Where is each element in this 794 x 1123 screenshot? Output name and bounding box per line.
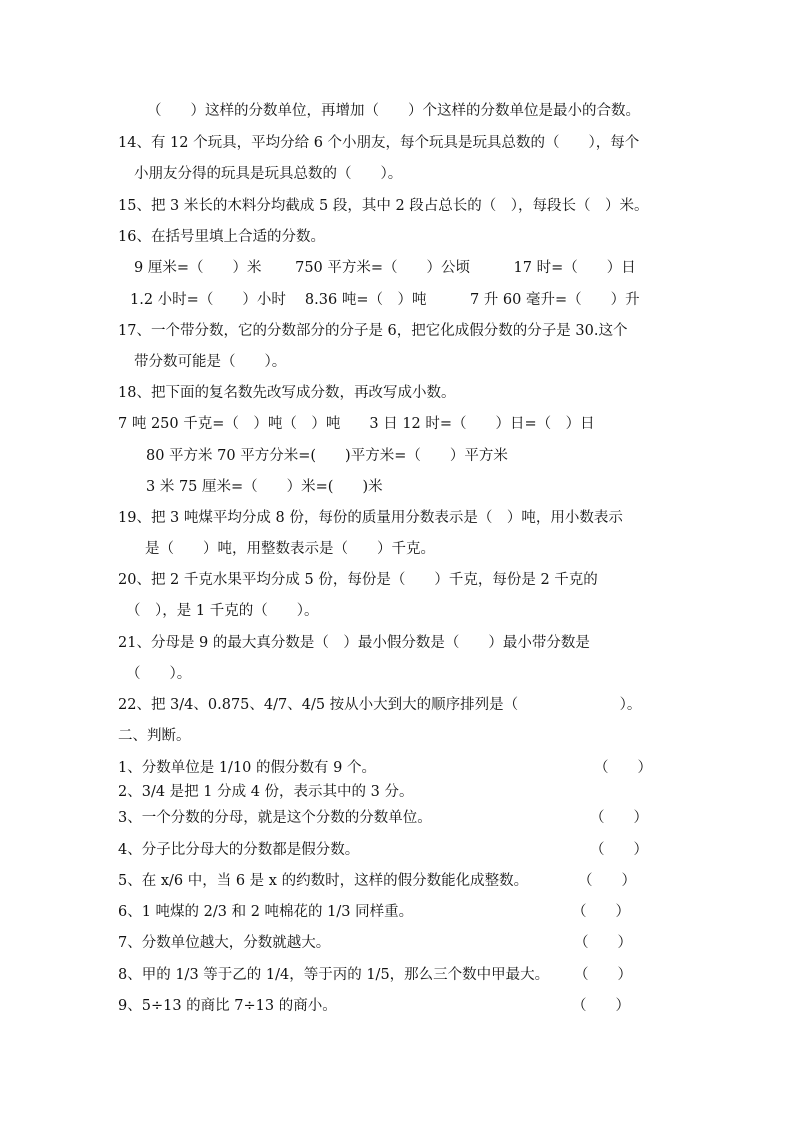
question-15: 15、把 3 米长的木料分均截成 5 段，其中 2 段占总长的（ ），每段长（ ）米。	[118, 198, 649, 214]
judge-3: 3、一个分数的分母，就是这个分数的分数单位。	[118, 810, 432, 826]
section-judgement-heading: 二、判断。	[118, 728, 191, 744]
judge-1: 1、分数单位是 1/10 的假分数有 9 个。	[118, 760, 376, 776]
judge-4-bracket: （ ）	[590, 842, 648, 858]
judge-6-bracket: （ ）	[572, 904, 630, 920]
judge-7: 7、分数单位越大，分数就越大。	[118, 935, 331, 951]
question-20: 20、把 2 千克水果平均分成 5 份，每份是（ ）千克，每份是 2 千克的	[118, 572, 598, 588]
judge-6: 6、1 吨煤的 2/3 和 2 吨棉花的 1/3 同样重。	[118, 904, 414, 920]
judge-9: 9、5÷13 的商比 7÷13 的商小。	[118, 998, 337, 1014]
question-16-row-2: 1.2 小时=（ ）小时 8.36 吨=（ ）吨 7 升 60 毫升=（ ）升	[130, 292, 640, 308]
judge-4: 4、分子比分母大的分数都是假分数。	[118, 842, 360, 858]
judge-7-bracket: （ ）	[574, 935, 632, 951]
line-13-cont: （ ）这样的分数单位，再增加（ ）个这样的分数单位是最小的合数。	[147, 103, 640, 119]
question-16-row-1: 9 厘米=（ ）米 750 平方米=（ ）公顷 17 时=（ ）日	[134, 260, 636, 276]
question-18-row-2: 80 平方米 70 平方分米=( )平方米=（ ）平方米	[146, 448, 508, 464]
question-20-cont: （ ），是 1 千克的（ ）。	[126, 603, 319, 619]
judge-5-bracket: （ ）	[578, 873, 636, 889]
question-21: 21、分母是 9 的最大真分数是（ ）最小假分数是（ ）最小带分数是	[118, 635, 590, 651]
question-17-cont: 带分数可能是（ ）。	[134, 354, 287, 370]
question-18-row-3: 3 米 75 厘米=（ ）米=( )米	[146, 479, 383, 495]
question-19: 19、把 3 吨煤平均分成 8 份，每份的质量用分数表示是（ ）吨，用小数表示	[118, 510, 623, 526]
question-18: 18、把下面的复名数先改写成分数，再改写成小数。	[118, 385, 456, 401]
judge-3-bracket: （ ）	[590, 810, 648, 826]
question-18-row-1: 7 吨 250 千克=（ ）吨（ ）吨 3 日 12 时=（ ）日=（ ）日	[118, 416, 595, 432]
question-19-cont: 是（ ）吨，用整数表示是（ ）千克。	[145, 541, 435, 557]
question-22: 22、把 3/4、0.875、4/7、4/5 按从小大到大的顺序排列是（ ）。	[118, 697, 642, 713]
question-21-cont: （ ）。	[126, 666, 192, 682]
judge-9-bracket: （ ）	[572, 998, 630, 1014]
judge-8-bracket: （ ）	[574, 967, 632, 983]
judge-2: 2、3/4 是把 1 分成 4 份，表示其中的 3 分。	[118, 784, 414, 800]
judge-1-bracket: （ ）	[594, 760, 652, 776]
question-17: 17、一个带分数，它的分数部分的分子是 6，把它化成假分数的分子是 30.这个	[118, 323, 628, 339]
judge-8: 8、甲的 1/3 等于乙的 1/4，等于丙的 1/5，那么三个数中甲最大。	[118, 967, 550, 983]
judge-5: 5、在 x/6 中，当 6 是 x 的约数时，这样的假分数能化成整数。	[118, 873, 529, 889]
question-16: 16、在括号里填上合适的分数。	[118, 229, 325, 245]
question-14-cont: 小朋友分得的玩具是玩具总数的（ ）。	[134, 166, 403, 182]
question-14: 14、有 12 个玩具，平均分给 6 个小朋友，每个玩具是玩具总数的（ ），每个	[118, 135, 640, 151]
